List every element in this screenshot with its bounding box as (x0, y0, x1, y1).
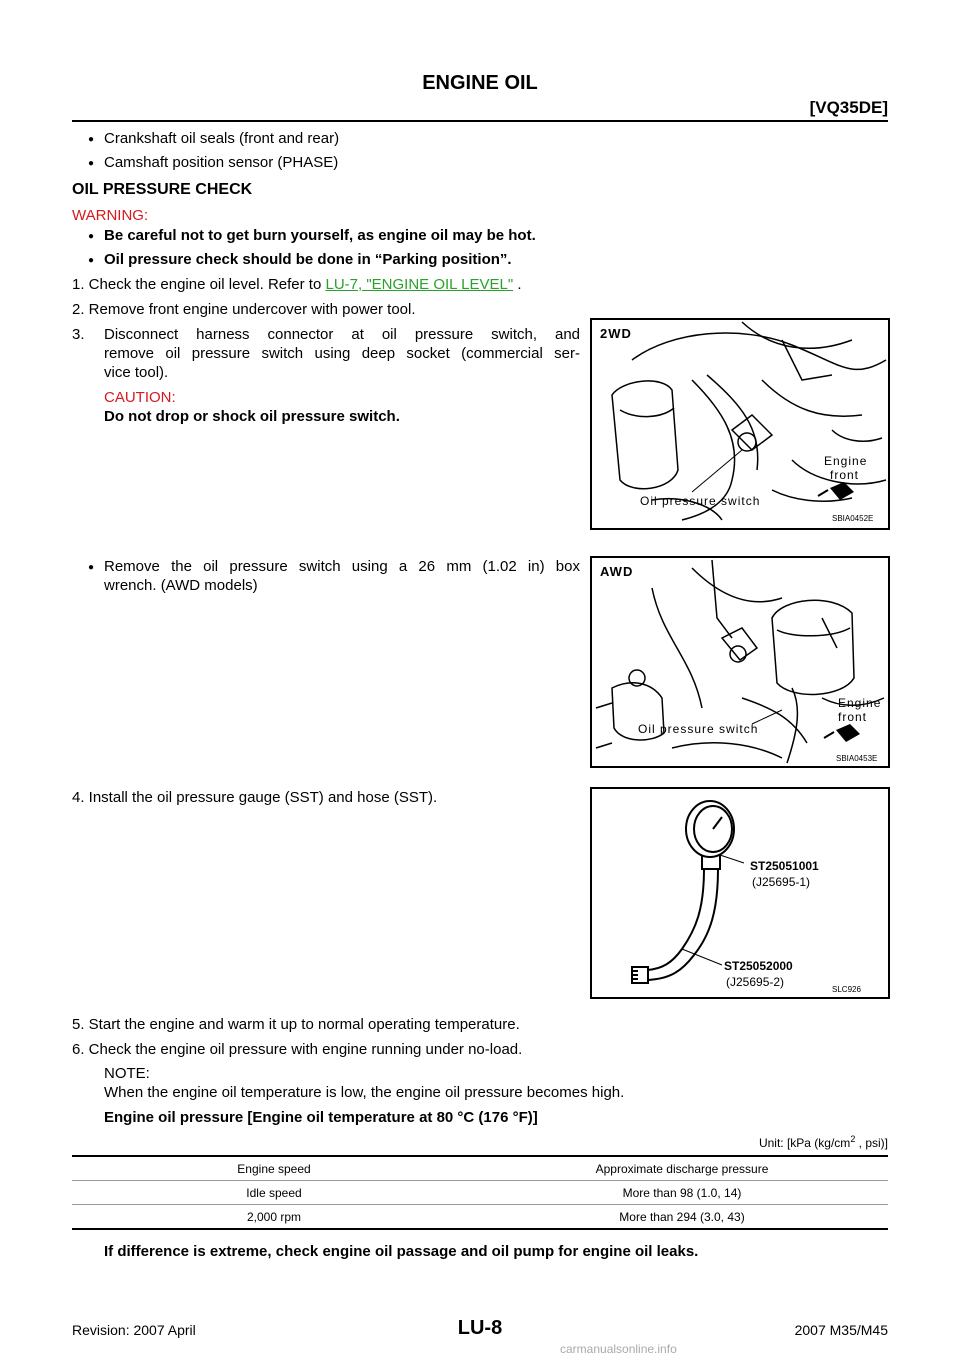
caution-label: CAUTION: (104, 389, 176, 406)
engine-front-label: Engine (824, 454, 868, 468)
oil-pressure-switch-callout: Oil pressure switch (638, 722, 759, 736)
page-title: ENGINE OIL (422, 72, 538, 94)
oil-pressure-switch-callout: Oil pressure switch (640, 494, 761, 508)
step-3-line: Disconnect harness connector at oil pressure switch, and (104, 326, 580, 343)
table-header-cell: Engine speed (72, 1156, 476, 1181)
tool-part-number: ST25052000 (724, 959, 793, 973)
figure-code: SBIA0452E (832, 514, 874, 523)
warning-item: ● Oil pressure check should be done in “Parking position”. (104, 250, 512, 269)
step-3-number: 3. (72, 326, 85, 343)
figure-2wd (590, 318, 890, 530)
table-row (72, 1181, 888, 1205)
watermark: carmanualsonline.info (560, 1342, 677, 1356)
page-number: LU-8 (457, 1317, 503, 1339)
step-3-line: vice tool). (104, 364, 169, 381)
unit-superscript: 2 (850, 1134, 856, 1144)
bullet-item: ● Camshaft position sensor (PHASE) (104, 153, 338, 172)
step-3-line: remove oil pressure switch using deep socket (commercial ser- (104, 345, 580, 362)
note-label: NOTE: (104, 1065, 150, 1082)
table-row (72, 1205, 888, 1230)
figure-label-2wd: 2WD (600, 326, 632, 341)
table-cell: 2,000 rpm (72, 1205, 476, 1230)
step-2: 2. Remove front engine undercover with power tool. (72, 301, 416, 318)
engine-variant: [VQ35DE] (809, 98, 888, 117)
tool-part-number: (J25695-1) (752, 875, 811, 889)
unit-text: Unit: [kPa (kg/cm (758, 1136, 851, 1150)
revision-date: Revision: 2007 April (72, 1322, 196, 1338)
final-statement: If difference is extreme, check engine oil passage and oil pump for engine oil leaks. (104, 1243, 699, 1260)
figure-code: SBIA0453E (836, 754, 878, 763)
awd-bullet-line: ● Remove the oil pressure switch using a 26 mm (1.02 in) box (104, 557, 580, 576)
vehicle-model: 2007 M35/M45 (794, 1322, 888, 1338)
header-rule (72, 120, 888, 122)
section-heading: OIL PRESSURE CHECK (72, 181, 253, 198)
step-5: 5. Start the engine and warm it up to normal operating temperature. (72, 1016, 520, 1033)
engine-front-label: Engine (838, 696, 882, 710)
step-1 (72, 275, 522, 294)
tool-part-number: (J25695-2) (726, 975, 785, 989)
awd-bullet-line: wrench. (AWD models) (104, 577, 258, 594)
step-1-text: 1. Check the engine oil level. Refer to (72, 276, 326, 293)
figure-awd (590, 556, 890, 768)
ref-link-lu7[interactable]: LU-7, "ENGINE OIL LEVEL" (325, 276, 514, 293)
unit-label (759, 1134, 888, 1150)
step-6: 6. Check the engine oil pressure with engine running under no-load. (72, 1041, 523, 1058)
table-cell: More than 98 (1.0, 14) (476, 1181, 888, 1205)
table-cell: More than 294 (3.0, 43) (476, 1205, 888, 1230)
spec-title: Engine oil pressure [Engine oil temperature at 80 °C (176 °F)] (104, 1109, 538, 1126)
step-1-suffix: . (513, 276, 522, 293)
unit-suffix: , psi)] (855, 1136, 888, 1150)
warning-label: WARNING: (72, 207, 149, 224)
step-4: 4. Install the oil pressure gauge (SST) and hose (SST). (72, 789, 438, 806)
oil-pressure-spec-table (72, 1155, 888, 1230)
figure-code: SLC926 (832, 985, 861, 994)
tool-part-number: ST25051001 (750, 859, 819, 873)
table-cell: Idle speed (72, 1181, 476, 1205)
engine-front-label: front (838, 710, 868, 724)
warning-item: ● Be careful not to get burn yourself, as engine oil may be hot. (104, 226, 536, 245)
table-header-cell: Approximate discharge pressure (476, 1156, 888, 1181)
note-text: When the engine oil temperature is low, the engine oil pressure becomes high. (104, 1084, 625, 1101)
table-header-row (72, 1156, 888, 1181)
engine-front-label: front (830, 468, 860, 482)
figure-oil-pressure-gauge (590, 787, 890, 999)
figure-label-awd: AWD (600, 564, 634, 579)
bullet-item: ● Crankshaft oil seals (front and rear) (104, 129, 339, 148)
caution-text: Do not drop or shock oil pressure switch. (104, 408, 400, 425)
